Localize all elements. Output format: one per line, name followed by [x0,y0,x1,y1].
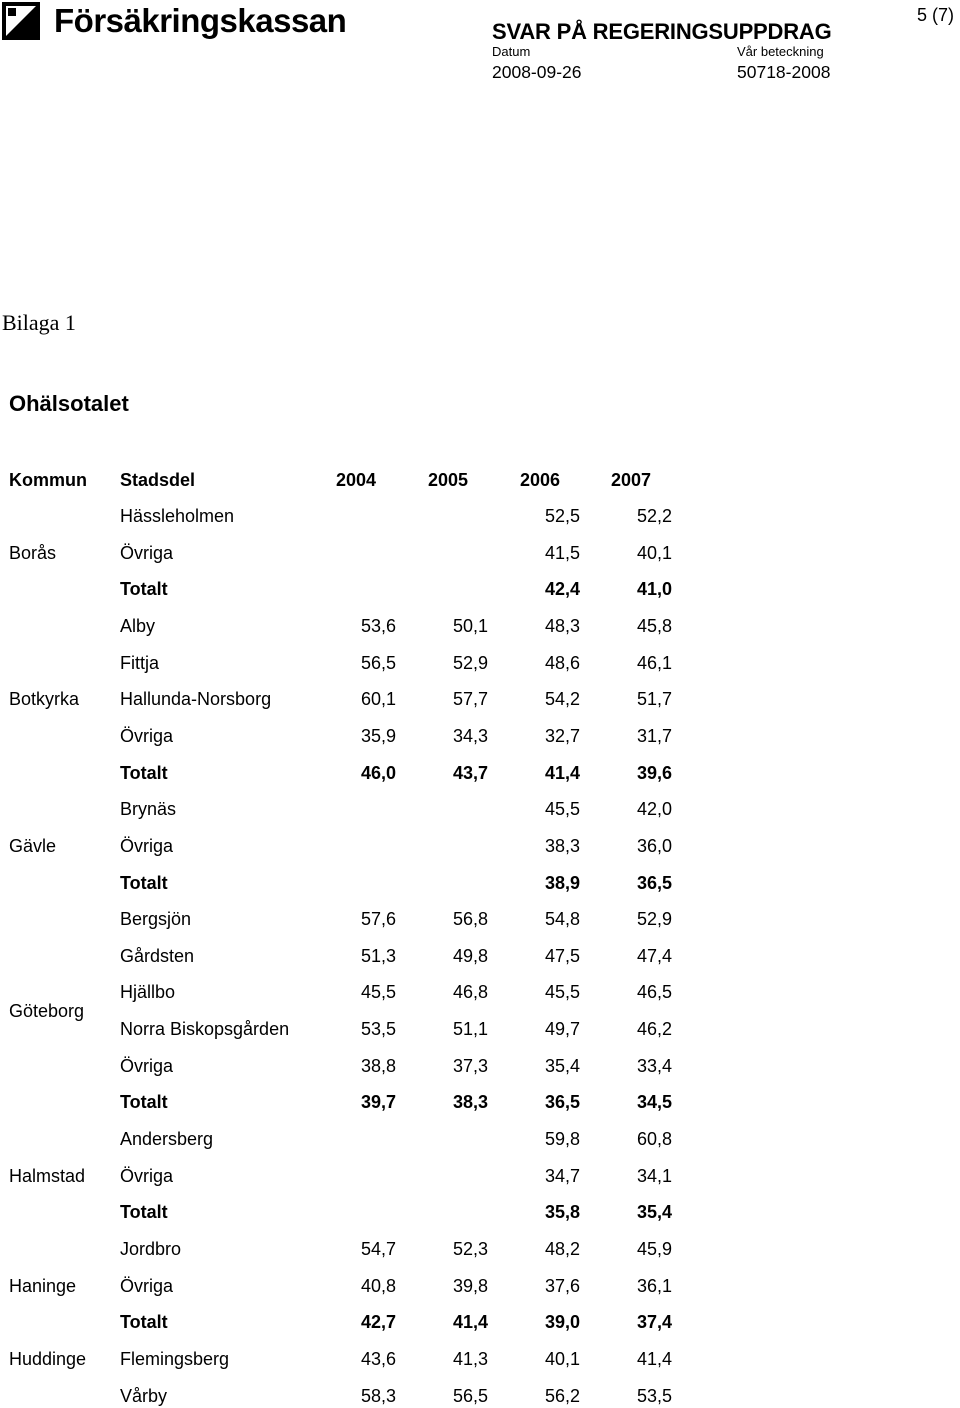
cell-2006: 59,8 [544,1129,580,1149]
cell-2007: 53,5 [636,1386,672,1406]
column-header-kommun: Kommun [9,470,87,490]
cell-stadsdel: Gårdsten [120,946,195,966]
cell-2005: 57,7 [452,689,488,709]
cell-2004: 54,7 [360,1239,396,1259]
cell-2006: 36,5 [544,1092,580,1112]
cell-2004: 38,8 [360,1056,396,1076]
cell-stadsdel: Totalt [120,1202,168,1222]
cell-2006: 37,6 [544,1276,580,1296]
cell-2006: 49,7 [544,1019,580,1039]
cell-2004: 35,9 [360,726,396,746]
cell-2006: 42,4 [544,579,580,599]
cell-2004: 57,6 [360,909,396,929]
cell-2004: 42,7 [360,1312,396,1332]
cell-2007: 37,4 [636,1312,672,1332]
reference-value: 50718-2008 [737,62,831,82]
cell-kommun: Huddinge [9,1349,87,1369]
cell-2007: 41,0 [636,579,672,599]
cell-2007: 52,2 [636,506,672,526]
cell-stadsdel: Jordbro [120,1239,182,1259]
cell-stadsdel: Övriga [120,1056,174,1076]
brand-logo [2,2,346,40]
cell-2005: 34,3 [452,726,488,746]
cell-2006: 45,5 [544,799,580,819]
cell-2005: 41,4 [452,1312,488,1332]
cell-stadsdel: Alby [120,616,156,636]
cell-kommun: Haninge [9,1276,77,1296]
cell-2006: 34,7 [544,1166,580,1186]
cell-2004: 39,7 [360,1092,396,1112]
cell-2006: 39,0 [544,1312,580,1332]
kommun-label-goteborg: Göteborg [9,1001,85,1021]
cell-2007: 52,9 [636,909,672,929]
cell-2004: 60,1 [360,689,396,709]
cell-2005: 43,7 [452,763,488,783]
cell-stadsdel: Bergsjön [120,909,192,929]
cell-2006: 35,4 [544,1056,580,1076]
cell-kommun: Borås [9,543,57,563]
cell-stadsdel: Övriga [120,543,174,563]
cell-2007: 31,7 [636,726,672,746]
table-title: Ohälsotalet [9,391,129,416]
cell-2007: 39,6 [636,763,672,783]
cell-stadsdel: Totalt [120,1092,168,1112]
cell-2006: 35,8 [544,1202,580,1222]
page-number: 5 (7) [916,5,954,25]
cell-stadsdel: Övriga [120,726,174,746]
cell-2005: 56,5 [452,1386,488,1406]
cell-2007: 41,4 [636,1349,672,1369]
date-value: 2008-09-26 [492,62,582,82]
cell-2006: 41,5 [544,543,580,563]
cell-2005: 41,3 [452,1349,488,1369]
column-header-2005: 2005 [428,470,469,490]
cell-2007: 42,0 [636,799,672,819]
cell-stadsdel: Andersberg [120,1129,214,1149]
cell-2007: 45,9 [636,1239,672,1259]
reference-label: Vår beteckning [737,44,824,59]
cell-2007: 46,1 [636,653,672,673]
cell-2005: 51,1 [452,1019,488,1039]
document-title: SVAR PÅ REGERINGSUPPDRAG [492,19,832,44]
cell-stadsdel: Vårby [120,1386,168,1406]
date-label: Datum [492,44,531,59]
cell-2006: 48,2 [544,1239,580,1259]
cell-2004: 56,5 [360,653,396,673]
cell-kommun: Gävle [9,836,57,856]
cell-2004: 43,6 [360,1349,396,1369]
cell-stadsdel: Hallunda-Norsborg [120,689,272,709]
cell-2007: 33,4 [636,1056,672,1076]
cell-2006: 52,5 [544,506,580,526]
appendix-label: Bilaga 1 [2,310,76,335]
cell-kommun: Halmstad [9,1166,86,1186]
brand-name: Försäkringskassan [54,2,347,39]
cell-stadsdel: Totalt [120,763,168,783]
cell-2007: 51,7 [636,689,672,709]
cell-2004: 58,3 [360,1386,396,1406]
column-header-stadsdel: Stadsdel [120,470,196,490]
cell-2007: 40,1 [636,543,672,563]
cell-stadsdel: Brynäs [120,799,177,819]
cell-kommun: Botkyrka [9,689,80,709]
cell-2006: 32,7 [544,726,580,746]
cell-2006: 40,1 [544,1349,580,1369]
cell-stadsdel: Övriga [120,836,174,856]
cell-stadsdel: Totalt [120,579,168,599]
column-header-2006: 2006 [520,470,561,490]
cell-2007: 45,8 [636,616,672,636]
cell-2005: 56,8 [452,909,488,929]
column-header-2004: 2004 [336,470,377,490]
cell-2006: 54,2 [544,689,580,709]
cell-2007: 34,1 [636,1166,672,1186]
cell-2006: 45,5 [544,982,580,1002]
cell-2004: 53,6 [360,616,396,636]
cell-stadsdel: Flemingsberg [120,1349,230,1369]
cell-stadsdel: Övriga [120,1276,174,1296]
cell-2007: 36,1 [636,1276,672,1296]
cell-2005: 49,8 [452,946,488,966]
cell-stadsdel: Norra Biskopsgården [120,1019,290,1039]
cell-2007: 35,4 [636,1202,672,1222]
cell-stadsdel: Hässleholmen [120,506,235,526]
column-header-2007: 2007 [611,470,652,490]
cell-stadsdel: Övriga [120,1166,174,1186]
cell-2005: 52,9 [452,653,488,673]
cell-2006: 41,4 [544,763,580,783]
cell-2004: 46,0 [360,763,396,783]
cell-2005: 50,1 [452,616,488,636]
cell-2005: 52,3 [452,1239,488,1259]
cell-2005: 38,3 [452,1092,488,1112]
cell-2007: 36,5 [636,873,672,893]
cell-2006: 48,3 [544,616,580,636]
cell-2006: 48,6 [544,653,580,673]
cell-2007: 47,4 [636,946,672,966]
cell-2007: 34,5 [636,1092,672,1112]
cell-stadsdel: Hjällbo [120,982,176,1002]
cell-2007: 60,8 [636,1129,672,1149]
cell-2004: 53,5 [360,1019,396,1039]
cell-2005: 46,8 [452,982,488,1002]
cell-2006: 38,9 [544,873,580,893]
forsakringskassan-logo-icon [2,2,40,40]
cell-2006: 56,2 [544,1386,580,1406]
cell-stadsdel: Totalt [120,873,168,893]
cell-2007: 46,2 [636,1019,672,1039]
cell-2006: 47,5 [544,946,580,966]
cell-2004: 40,8 [360,1276,396,1296]
cell-2005: 39,8 [452,1276,488,1296]
cell-2007: 36,0 [636,836,672,856]
cell-2006: 38,3 [544,836,580,856]
cell-2005: 37,3 [452,1056,488,1076]
cell-2004: 45,5 [360,982,396,1002]
cell-2006: 54,8 [544,909,580,929]
cell-stadsdel: Totalt [120,1312,168,1332]
cell-2007: 46,5 [636,982,672,1002]
cell-stadsdel: Fittja [120,653,160,673]
cell-2004: 51,3 [360,946,396,966]
